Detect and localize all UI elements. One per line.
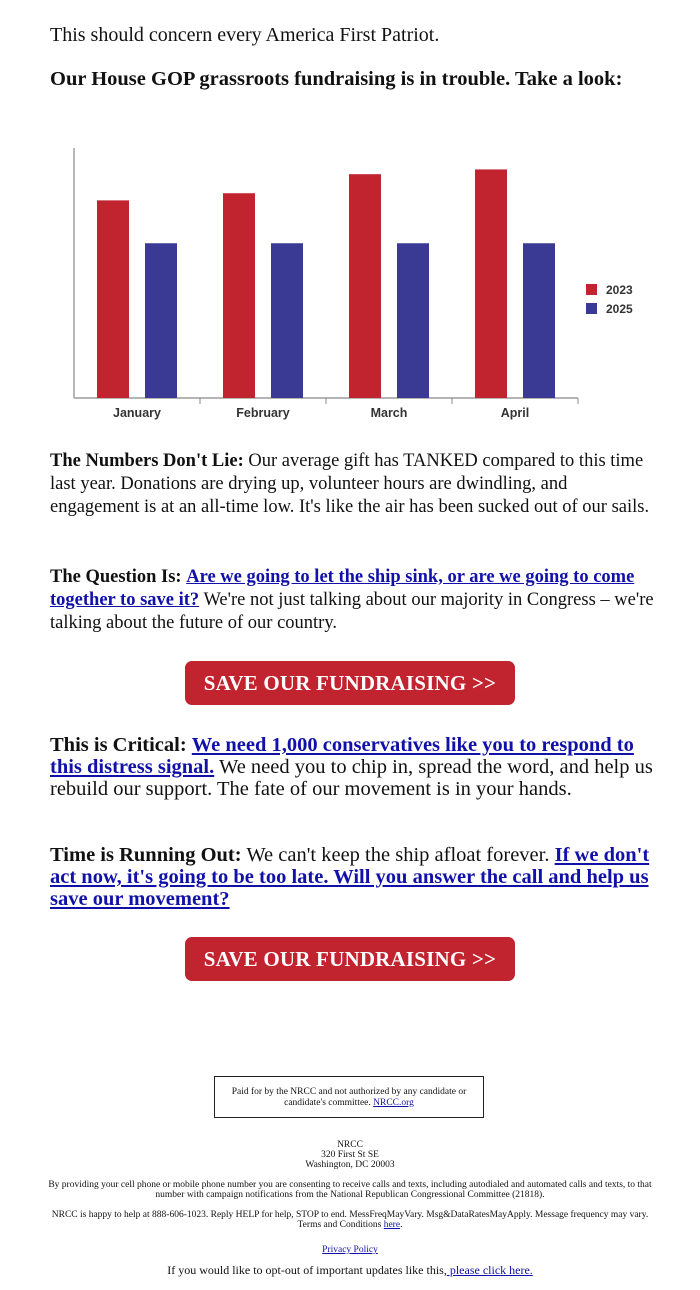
x-tick-label: April (500, 406, 530, 420)
bar-2023-january (97, 200, 129, 398)
headline: Our House GOP grassroots fundraising is in trouble. Take a look: (50, 68, 623, 90)
distress-signal-link[interactable]: We need 1,000 conservatives like you to respond to this distress signal. (50, 734, 634, 778)
x-tick-label: March (370, 406, 408, 420)
help-body: NRCC is happy to help at 888-606-1023. Reply HELP for help, STOP to end. MessFreqMayVary. Msg&DataRatesMayApply. Message frequency may vary. Terms and Conditions (51, 1210, 649, 1230)
sms-consent-text: By providing your cell phone or mobile phone number you are consenting to receive calls and texts, including autodialed and automated calls and texts, to that number with campaign notifications from the National Republican Congressional Committee (21818). (48, 1180, 652, 1200)
critical-section (50, 734, 655, 800)
bar-2025-february (271, 243, 303, 398)
fundraising-bar-chart (60, 140, 650, 430)
help-text: NRCC is happy to help at 888-606-1023. Reply HELP for help, STOP to end. MessFreqMayVary. Msg&DataRatesMayApply. Message frequency may vary. Terms and Conditions here. (51, 1210, 649, 1230)
bar-2025-april (523, 243, 555, 398)
city-address: Washington, DC 20003 (305, 1160, 395, 1170)
running-out-section (50, 844, 655, 910)
privacy-policy-link[interactable]: Privacy Policy (322, 1245, 378, 1255)
org-name: NRCC (337, 1140, 363, 1150)
intro-text: This should concern every America First Patriot. (50, 24, 440, 46)
bar-2023-february (223, 193, 255, 398)
answer-call-link[interactable]: If we don't act now, it's going to be too late. Will you answer the call and help us save our movement? (50, 844, 650, 910)
legend-swatch-2023 (586, 284, 597, 295)
save-fundraising-button-2[interactable]: SAVE OUR FUNDRAISING >> (185, 937, 515, 981)
optout-link[interactable]: please click here. (446, 1263, 533, 1277)
critical-lead: This is Critical: (50, 734, 187, 756)
x-tick-label: February (236, 406, 290, 420)
running-out-text: We can't keep the ship afloat forever. (241, 844, 555, 866)
ship-sink-link[interactable]: Are we going to let the ship sink, or are we going to come together to save it? (50, 567, 635, 610)
x-tick-label: January (113, 406, 161, 420)
question-section (50, 566, 655, 635)
legend-label-2023: 2023 (606, 283, 633, 297)
privacy-policy-row (48, 1245, 652, 1255)
optout-body: If you would like to opt-out of important updates like this, (167, 1263, 447, 1277)
numbers-lead: The Numbers Don't Lie: (50, 451, 244, 471)
bar-2023-april (475, 169, 507, 398)
paid-for-text: Paid for by the NRCC and not authorized by any candidate or candidate's committee. (231, 1087, 467, 1108)
nrcc-link[interactable]: NRCC.org (373, 1098, 414, 1108)
running-out-lead: Time is Running Out: (50, 844, 242, 866)
save-fundraising-button[interactable]: SAVE OUR FUNDRAISING >> (185, 661, 515, 705)
legend-label-2025: 2025 (606, 302, 633, 316)
numbers-section (50, 450, 655, 519)
question-text: We're not just talking about our majority in Congress – we're talking about the future of our country. (50, 590, 654, 633)
bar-2023-march (349, 174, 381, 398)
paid-for-disclaimer (214, 1076, 484, 1118)
bar-2025-january (145, 243, 177, 398)
street-address: 320 First St SE (321, 1150, 379, 1160)
legend-swatch-2025 (586, 303, 597, 314)
question-lead: The Question Is: (50, 567, 182, 587)
numbers-text: Our average gift has TANKED compared to this time last year. Donations are drying up, volunteer hours are dwindling, and engagement is at an all-time low. It's like the air has been sucked out of our sails. (50, 451, 650, 517)
critical-text: We need you to chip in, spread the word, and help us rebuild our support. The fate of our movement is in your hands. (50, 756, 653, 800)
optout-text (48, 1263, 652, 1278)
terms-link[interactable]: here (383, 1220, 401, 1230)
address-block (48, 1140, 652, 1170)
bar-2025-march (397, 243, 429, 398)
